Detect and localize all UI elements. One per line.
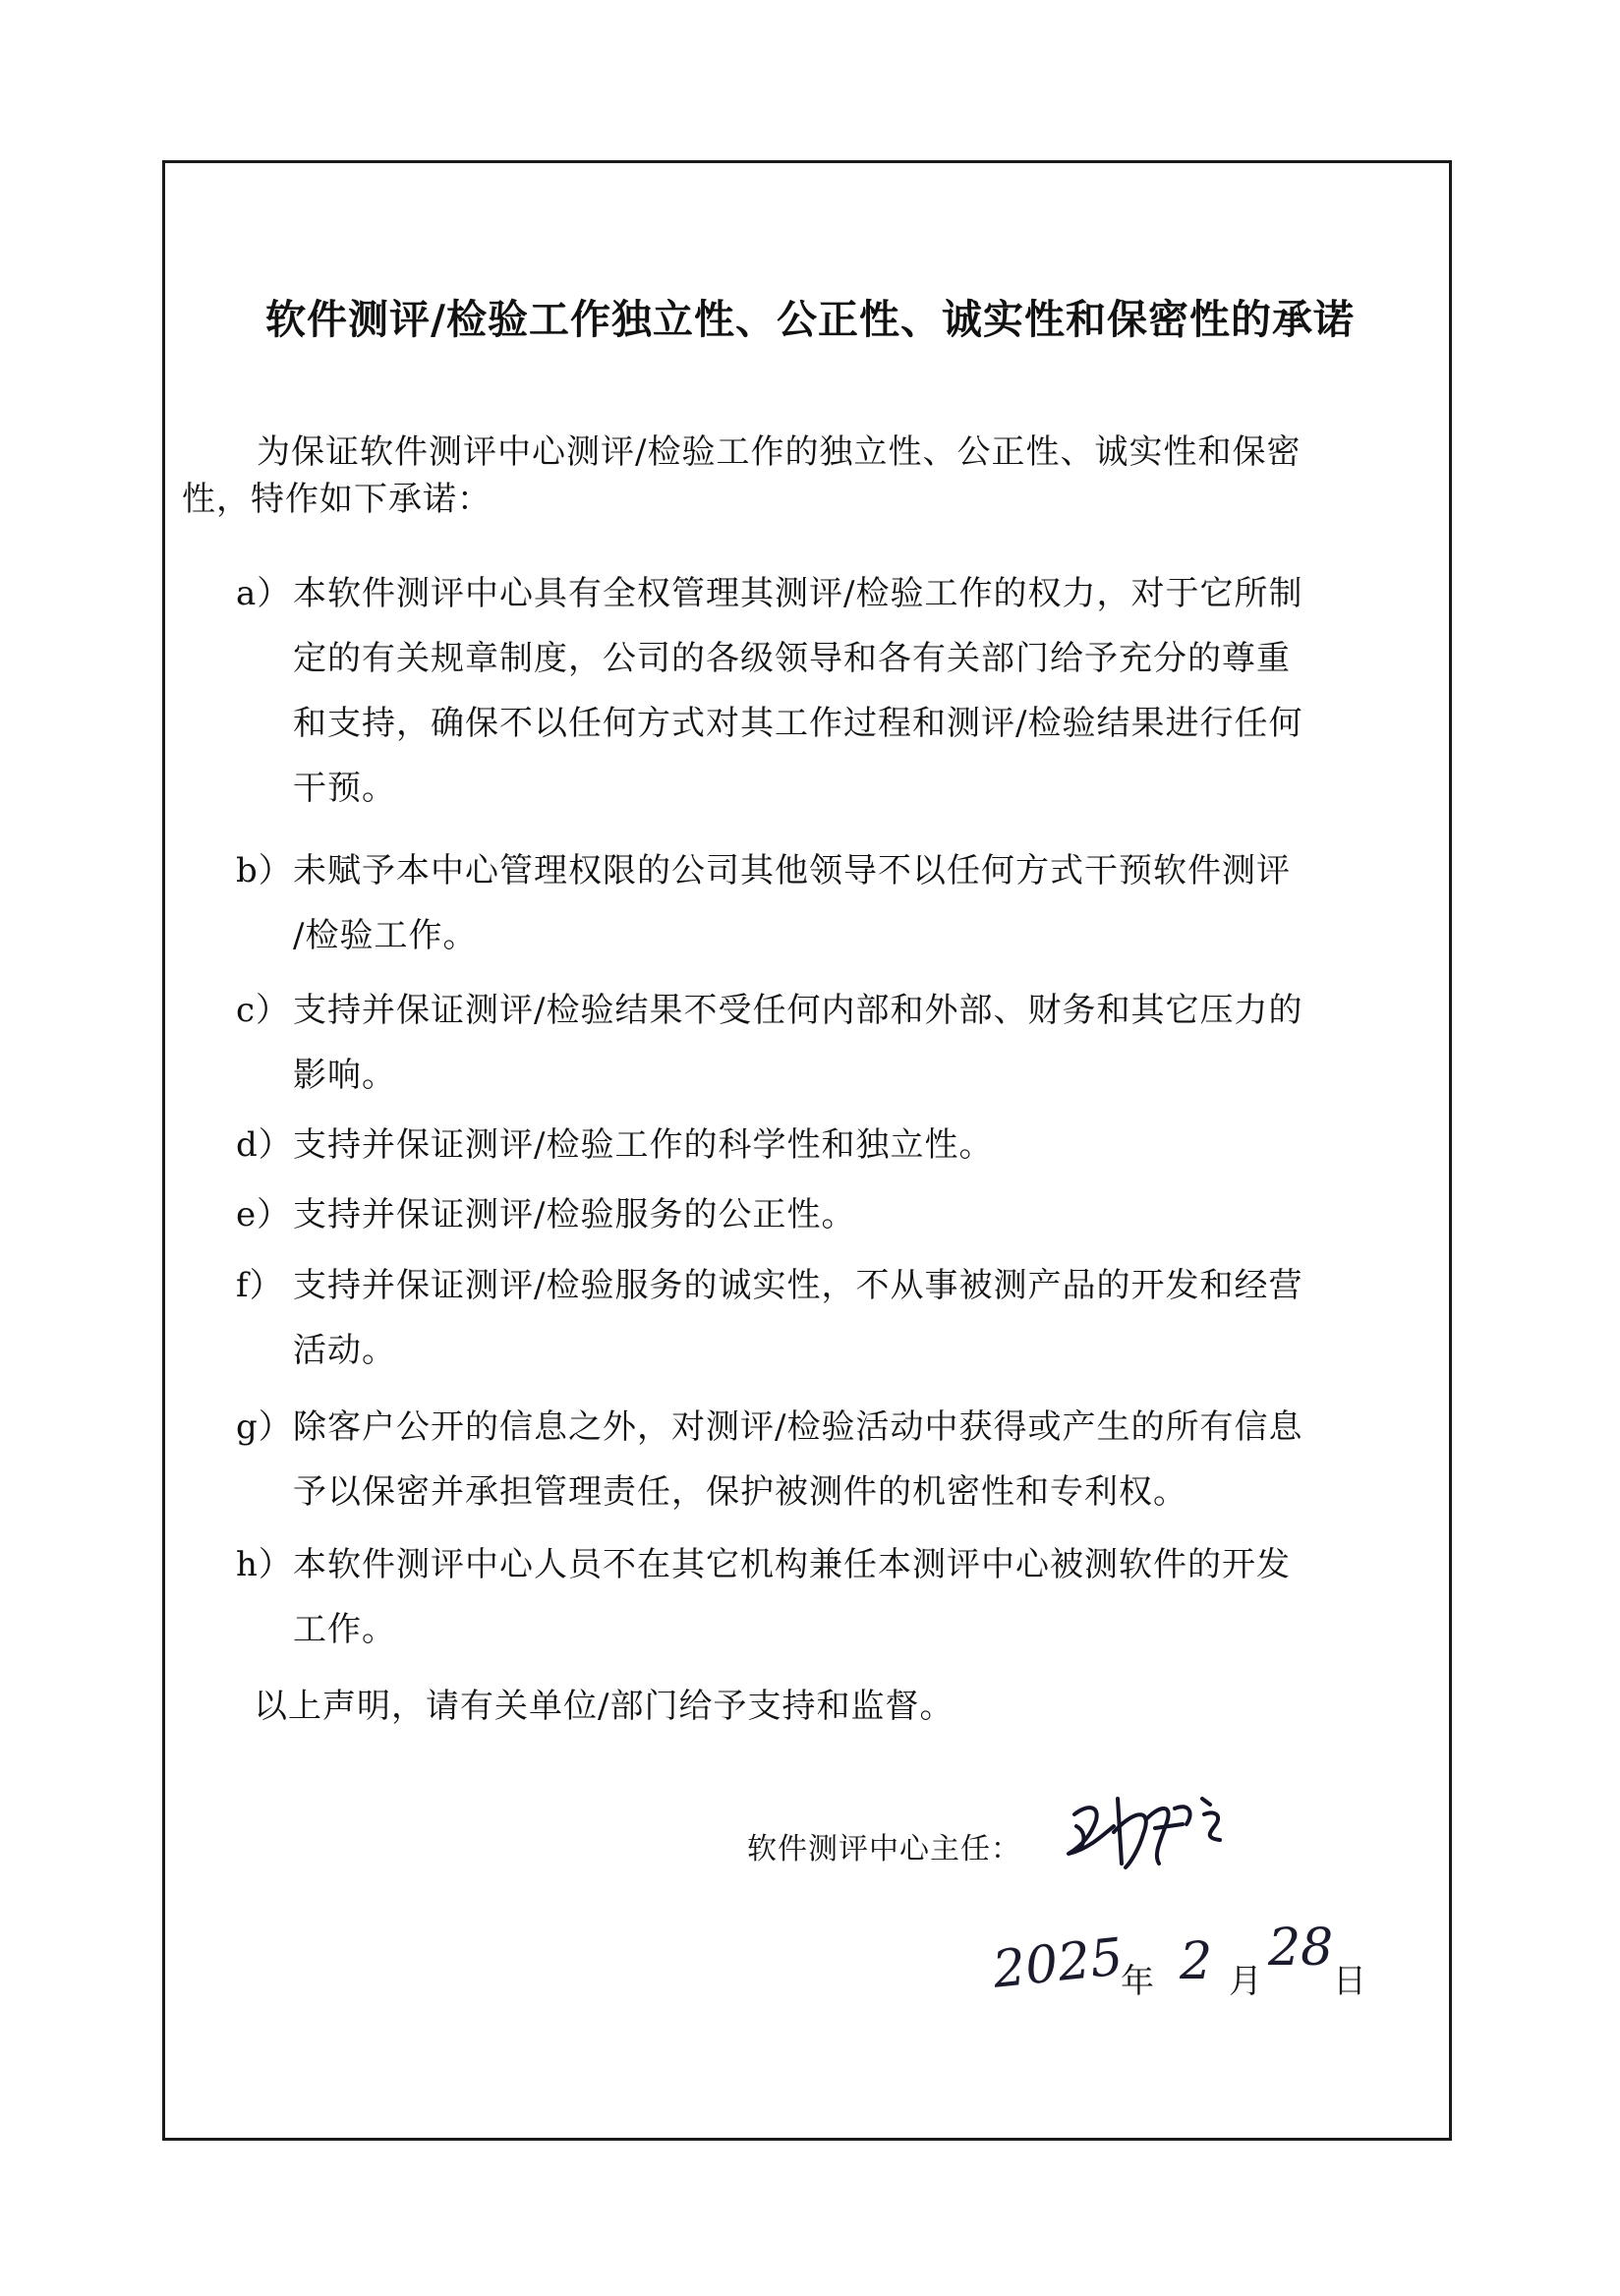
item-line: 本软件测评中心具有全权管理其测评/检验工作的权力，对于它所制 <box>293 574 1303 613</box>
item-line: 未赋予本中心管理权限的公司其他领导不以任何方式干预软件测评 <box>293 851 1291 890</box>
item-marker: d） <box>236 1125 293 1165</box>
item-line: 本软件测评中心人员不在其它机构兼任本测评中心被测软件的开发 <box>293 1545 1291 1584</box>
document-title: 软件测评/检验工作独立性、公正性、诚实性和保密性的承诺 <box>265 296 1355 343</box>
item-line: 支持并保证测评/检验服务的公正性。 <box>293 1195 856 1234</box>
signature-date <box>983 1919 1396 2015</box>
date-month: 2 <box>1180 1932 1213 1991</box>
signature-label: 软件测评中心主任： <box>747 1832 1021 1866</box>
date-day: 28 <box>1268 1919 1334 1978</box>
intro-paragraph <box>182 429 1432 523</box>
item-line: 活动。 <box>293 1331 396 1370</box>
intro-line: 为保证软件测评中心测评/检验工作的独立性、公正性、诚实性和保密 <box>257 432 1302 472</box>
item-line: 予以保密并承担管理责任，保护被测件的机密性和专利权。 <box>293 1472 1187 1512</box>
item-marker: a） <box>236 574 292 613</box>
item-line: 支持并保证测评/检验工作的科学性和独立性。 <box>293 1125 994 1165</box>
item-marker: e） <box>236 1195 292 1234</box>
item-marker: g） <box>236 1407 293 1447</box>
item-line: 支持并保证测评/检验服务的诚实性，不从事被测产品的开发和经营 <box>293 1266 1303 1305</box>
closing-statement: 以上声明，请有关单位/部门给予支持和监督。 <box>254 1687 955 1726</box>
item-line: 除客户公开的信息之外，对测评/检验活动中获得或产生的所有信息 <box>293 1407 1303 1447</box>
item-marker: c） <box>236 991 291 1030</box>
item-line: 干预。 <box>293 769 396 808</box>
item-line: 支持并保证测评/检验结果不受任何内部和外部、财务和其它压力的 <box>293 991 1303 1030</box>
item-line: 影响。 <box>293 1056 396 1095</box>
handwritten-signature <box>1057 1769 1244 1887</box>
item-line: 和支持，确保不以任何方式对其工作过程和测评/检验结果进行任何 <box>293 704 1303 743</box>
date-year: 2025 <box>990 1927 1127 2000</box>
date-month-unit: 月 <box>1229 1962 1262 2001</box>
item-marker: b） <box>236 851 293 890</box>
intro-line: 性，特作如下承诺： <box>182 480 492 519</box>
date-year-unit: 年 <box>1121 1962 1154 2001</box>
item-line: 定的有关规章制度，公司的各级领导和各有关部门给予充分的尊重 <box>293 639 1291 678</box>
item-line: 工作。 <box>293 1610 396 1649</box>
item-marker: f） <box>236 1266 284 1305</box>
date-day-unit: 日 <box>1333 1962 1366 2001</box>
item-line: /检验工作。 <box>293 916 478 955</box>
item-marker: h） <box>236 1545 293 1584</box>
